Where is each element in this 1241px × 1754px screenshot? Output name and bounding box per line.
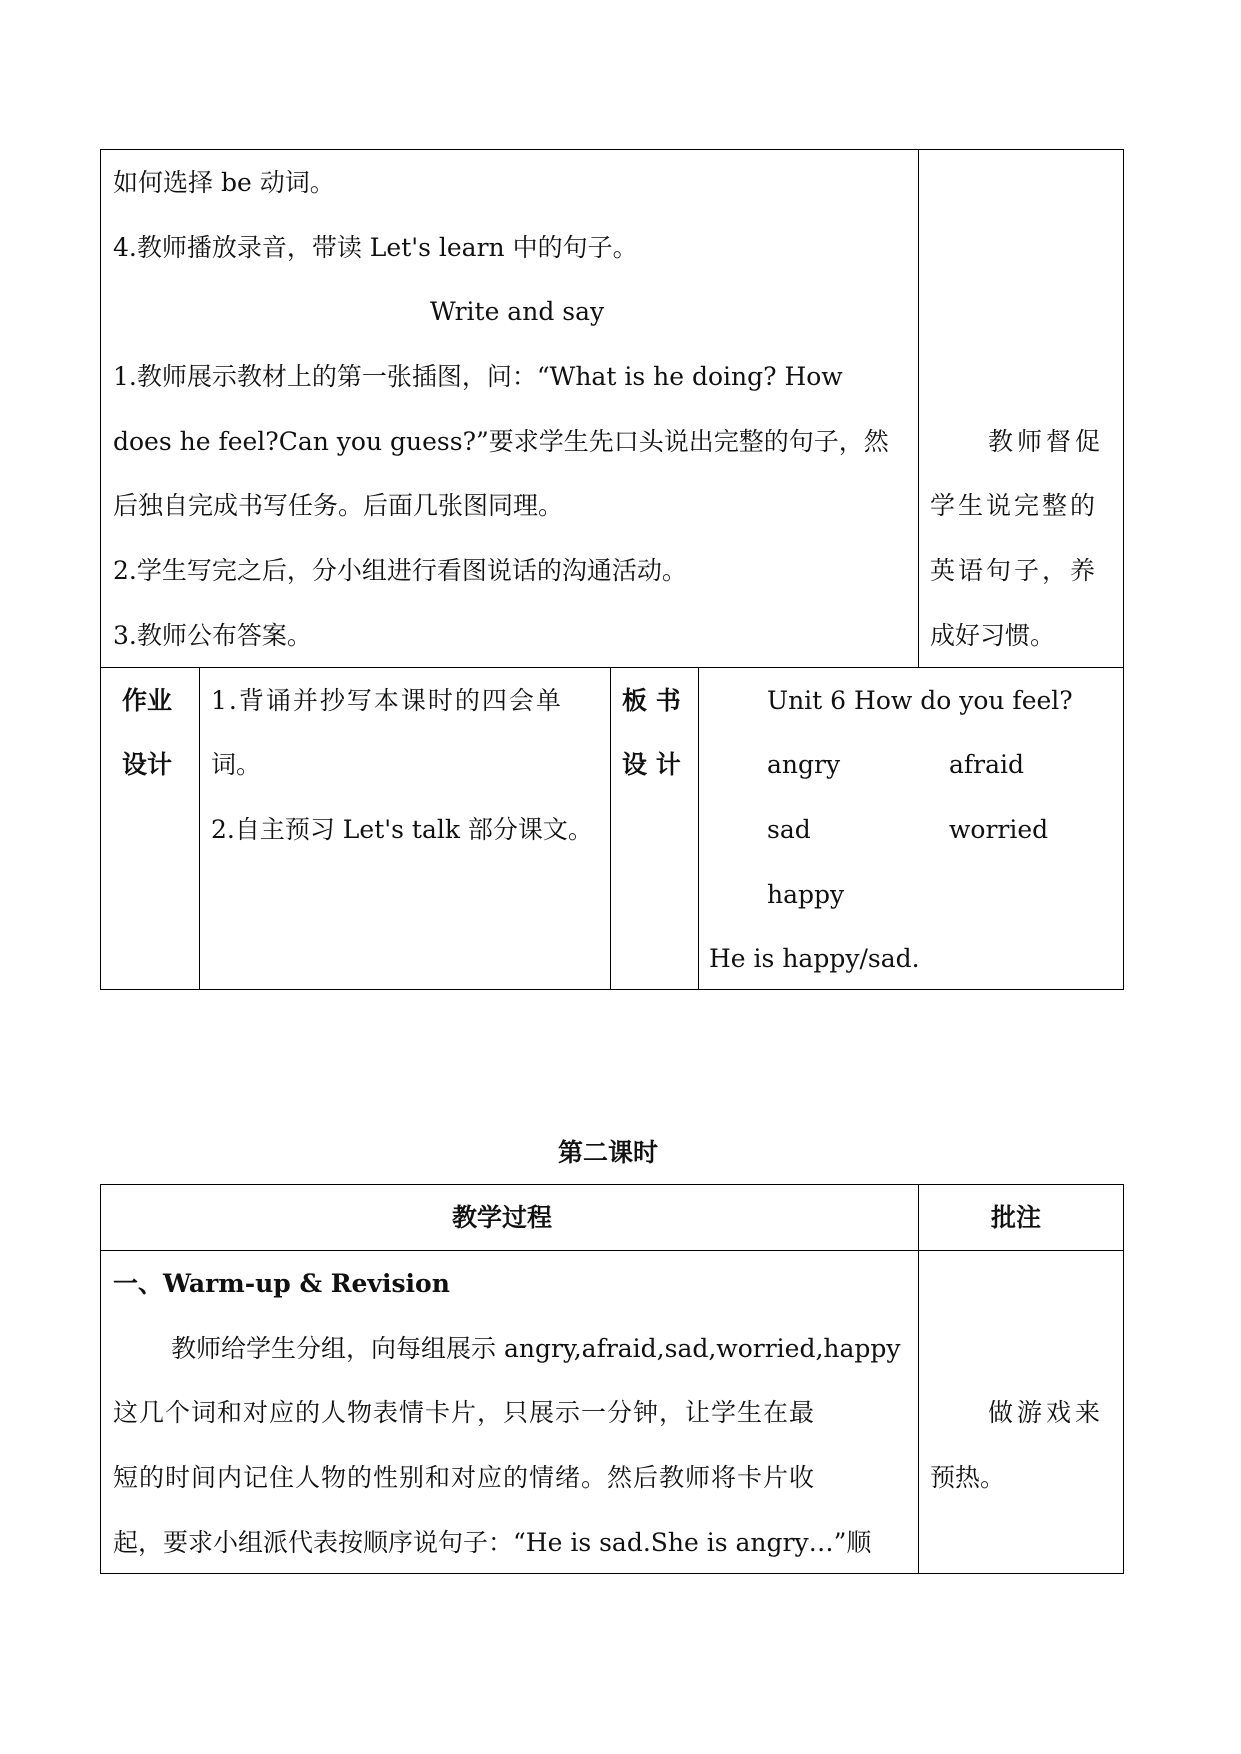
board-word-angry: angry [767, 750, 841, 779]
note-line-4: 成好习惯。 [930, 621, 1056, 650]
process-line-5: does he feel?Can you guess?”要求学生先口头说出完整的句子，然 [113, 427, 889, 456]
board-label-2: 设 计 [622, 750, 681, 779]
warmup-line-4: 起，要求小组派代表按顺序说句子：“He is sad.She is angry…”顺 [113, 1528, 872, 1557]
header-note: 批注 [991, 1203, 1042, 1232]
process-subheading: Write and say [430, 297, 605, 326]
note-line-3: 英语句子，养 [930, 556, 1099, 585]
homework-line-2: 词。 [211, 750, 262, 779]
board-word-happy: happy [767, 880, 845, 909]
note-column-divider [918, 149, 919, 667]
warmup-line-3: 短的时间内记住人物的性别和对应的情绪。然后教师将卡片收 [113, 1463, 816, 1492]
homework-line-3: 2.自主预习 Let's talk 部分课文。 [211, 815, 593, 844]
process-line-7: 2.学生写完之后，分小组进行看图说话的沟通活动。 [113, 556, 687, 585]
warmup-line-2: 这几个词和对应的人物表情卡片，只展示一分钟，让学生在最 [113, 1398, 816, 1427]
board-title: Unit 6 How do you feel? [767, 686, 1073, 715]
warmup-note-2: 预热。 [930, 1463, 1006, 1492]
board-word-sad: sad [767, 815, 811, 844]
homework-line-1: 1.背诵并抄写本课时的四会单 [211, 686, 563, 715]
process-line-6: 后独自完成书写任务。后面几张图同理。 [113, 491, 564, 520]
board-sentence: He is happy/sad. [709, 944, 920, 973]
homework-label-1: 作业 [122, 686, 173, 715]
note-line-2: 学生说完整的 [930, 491, 1099, 520]
lesson-table-2 [100, 1184, 1124, 1574]
warmup-heading: 一、Warm-up & Revision [113, 1269, 450, 1298]
process-line-8: 3.教师公布答案。 [113, 621, 312, 650]
note-column-divider-2 [918, 1184, 919, 1574]
warmup-line-1: 教师给学生分组，向每组展示 angry,afraid,sad,worried,happy [171, 1334, 901, 1363]
note-line-1: 教师督促 [988, 427, 1105, 456]
header-process: 教学过程 [452, 1203, 553, 1232]
board-word-afraid: afraid [949, 750, 1025, 779]
row-divider [100, 667, 1124, 668]
board-label-divider [698, 667, 699, 990]
board-word-worried: worried [949, 815, 1049, 844]
homework-label-2: 设计 [122, 750, 173, 779]
process-line-1: 如何选择 be 动词。 [113, 168, 335, 197]
header-divider [100, 1250, 1124, 1251]
homework-content-divider [610, 667, 611, 990]
warmup-note-1: 做游戏来 [988, 1398, 1105, 1427]
process-line-2: 4.教师播放录音，带读 Let's learn 中的句子。 [113, 233, 638, 262]
homework-label-divider [199, 667, 200, 990]
board-label-1: 板 书 [622, 686, 681, 715]
section-title: 第二课时 [558, 1138, 659, 1167]
process-line-4: 1.教师展示教材上的第一张插图，问：“What is he doing? How [113, 362, 843, 391]
